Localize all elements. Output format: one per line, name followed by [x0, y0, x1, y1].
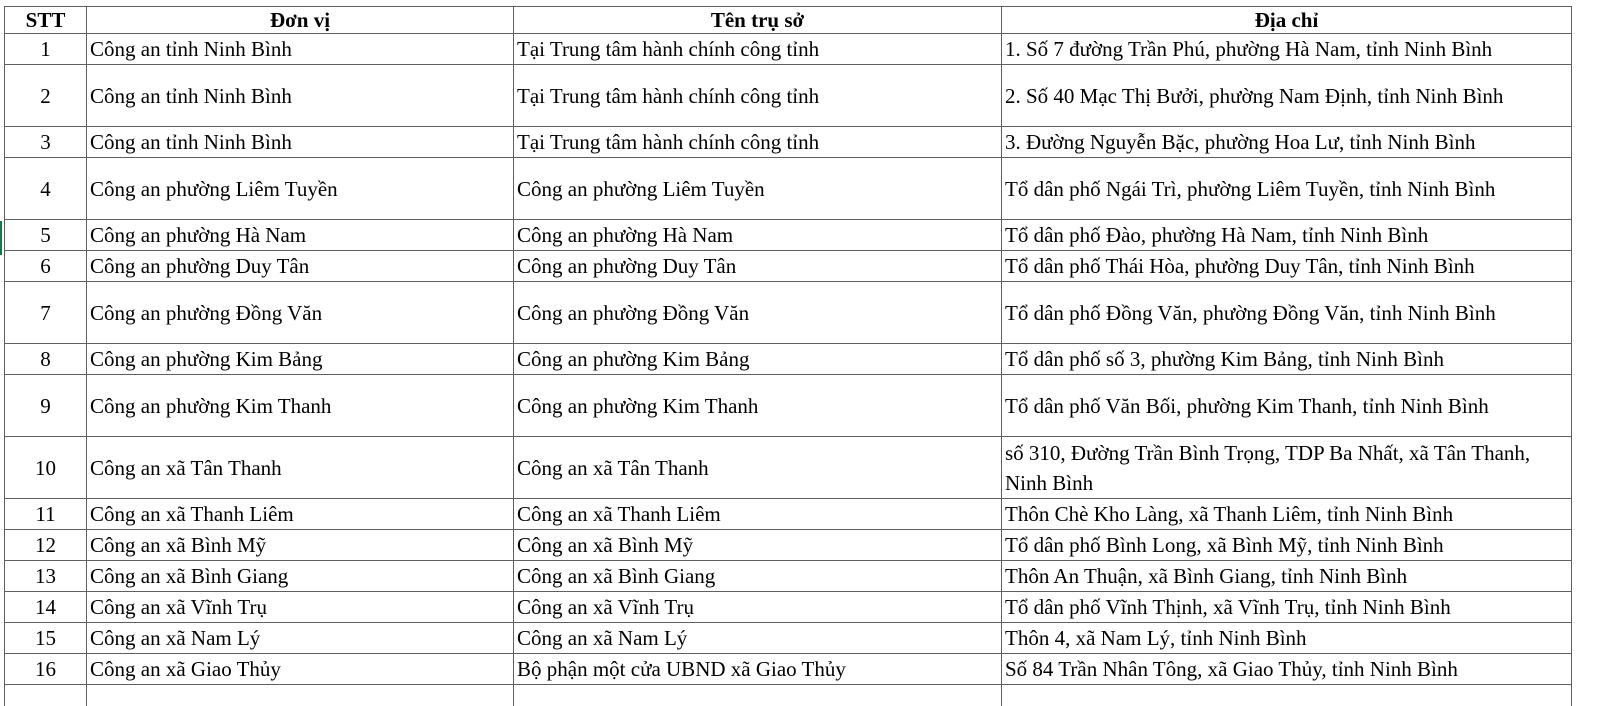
table-row: [5, 592, 1572, 623]
table-row: [5, 375, 1572, 437]
cell-headquarters[interactable]: [514, 685, 1002, 706]
cell-address[interactable]: Tổ dân phố Ngái Trì, phường Liêm Tuyền, tỉnh Ninh Bình: [1002, 158, 1572, 220]
cell-stt[interactable]: 3: [5, 127, 87, 158]
cell-address[interactable]: Tổ dân phố Văn Bối, phường Kim Thanh, tỉnh Ninh Bình: [1002, 375, 1572, 437]
cell-address[interactable]: 2. Số 40 Mạc Thị Bưởi, phường Nam Định, tỉnh Ninh Bình: [1002, 65, 1572, 127]
header-cell-headquarters[interactable]: Tên trụ sở: [514, 7, 1002, 34]
cell-headquarters[interactable]: Công an xã Bình Giang: [514, 561, 1002, 592]
cell-unit[interactable]: Công an phường Kim Thanh: [87, 375, 514, 437]
cell-unit[interactable]: [87, 685, 514, 706]
table-row: [5, 282, 1572, 344]
header-cell-address[interactable]: Địa chỉ: [1002, 7, 1572, 34]
cell-address[interactable]: Thôn Chè Kho Làng, xã Thanh Liêm, tỉnh Ninh Bình: [1002, 499, 1572, 530]
table-row: [5, 499, 1572, 530]
cell-stt[interactable]: [5, 685, 87, 706]
cell-headquarters[interactable]: Công an phường Liêm Tuyền: [514, 158, 1002, 220]
cell-unit[interactable]: Công an xã Giao Thủy: [87, 654, 514, 685]
cell-unit[interactable]: Công an phường Kim Bảng: [87, 344, 514, 375]
row-selection-marker: [0, 221, 2, 255]
cell-address[interactable]: Thôn An Thuận, xã Bình Giang, tỉnh Ninh Bình: [1002, 561, 1572, 592]
cell-stt[interactable]: 6: [5, 251, 87, 282]
cell-unit[interactable]: Công an phường Duy Tân: [87, 251, 514, 282]
cell-stt[interactable]: 11: [5, 499, 87, 530]
header-row: [5, 7, 1572, 34]
cell-headquarters[interactable]: Bộ phận một cửa UBND xã Giao Thủy: [514, 654, 1002, 685]
cell-stt[interactable]: 7: [5, 282, 87, 344]
cell-headquarters[interactable]: Công an phường Duy Tân: [514, 251, 1002, 282]
cell-unit[interactable]: Công an xã Nam Lý: [87, 623, 514, 654]
cell-address[interactable]: 3. Đường Nguyễn Bặc, phường Hoa Lư, tỉnh Ninh Bình: [1002, 127, 1572, 158]
header-cell-stt[interactable]: STT: [5, 7, 87, 34]
cell-address[interactable]: Thôn 4, xã Nam Lý, tỉnh Ninh Bình: [1002, 623, 1572, 654]
cell-stt[interactable]: 13: [5, 561, 87, 592]
cell-unit[interactable]: Công an tỉnh Ninh Bình: [87, 34, 514, 65]
table-row: [5, 127, 1572, 158]
cell-headquarters[interactable]: Công an xã Tân Thanh: [514, 437, 1002, 499]
table-row: [5, 437, 1572, 499]
cell-unit[interactable]: Công an xã Bình Mỹ: [87, 530, 514, 561]
table-row: [5, 530, 1572, 561]
cell-headquarters[interactable]: Công an xã Bình Mỹ: [514, 530, 1002, 561]
cell-unit[interactable]: Công an xã Tân Thanh: [87, 437, 514, 499]
table-row: [5, 623, 1572, 654]
cell-headquarters[interactable]: Công an phường Đồng Văn: [514, 282, 1002, 344]
table-row: [5, 344, 1572, 375]
cell-address[interactable]: 1. Số 7 đường Trần Phú, phường Hà Nam, tỉnh Ninh Bình: [1002, 34, 1572, 65]
cell-unit[interactable]: Công an xã Thanh Liêm: [87, 499, 514, 530]
table-row: [5, 654, 1572, 685]
cell-headquarters[interactable]: Tại Trung tâm hành chính công tỉnh: [514, 34, 1002, 65]
cell-headquarters[interactable]: Công an phường Kim Bảng: [514, 344, 1002, 375]
cell-address[interactable]: Tổ dân phố Bình Long, xã Bình Mỹ, tỉnh Ninh Bình: [1002, 530, 1572, 561]
police-office-table: [4, 6, 1572, 706]
header-cell-unit[interactable]: Đơn vị: [87, 7, 514, 34]
cell-stt[interactable]: 12: [5, 530, 87, 561]
cell-address[interactable]: số 310, Đường Trần Bình Trọng, TDP Ba Nhất, xã Tân Thanh, Ninh Bình: [1002, 437, 1572, 499]
cell-headquarters[interactable]: Tại Trung tâm hành chính công tỉnh: [514, 127, 1002, 158]
cell-stt[interactable]: 16: [5, 654, 87, 685]
cell-stt[interactable]: 8: [5, 344, 87, 375]
cell-headquarters[interactable]: Công an phường Hà Nam: [514, 220, 1002, 251]
cell-headquarters[interactable]: Công an phường Kim Thanh: [514, 375, 1002, 437]
table-row: [5, 251, 1572, 282]
cell-headquarters[interactable]: Công an xã Vĩnh Trụ: [514, 592, 1002, 623]
cell-unit[interactable]: Công an tỉnh Ninh Bình: [87, 127, 514, 158]
cell-stt[interactable]: 2: [5, 65, 87, 127]
table-row: [5, 34, 1572, 65]
table-row: [5, 65, 1572, 127]
table-row: [5, 158, 1572, 220]
cell-address[interactable]: Tổ dân phố Đào, phường Hà Nam, tỉnh Ninh Bình: [1002, 220, 1572, 251]
cell-headquarters[interactable]: Công an xã Nam Lý: [514, 623, 1002, 654]
cell-stt[interactable]: 10: [5, 437, 87, 499]
cell-address[interactable]: [1002, 685, 1572, 706]
cell-unit[interactable]: Công an xã Bình Giang: [87, 561, 514, 592]
cell-address[interactable]: Tổ dân phố Thái Hòa, phường Duy Tân, tỉnh Ninh Bình: [1002, 251, 1572, 282]
cell-address[interactable]: Số 84 Trần Nhân Tông, xã Giao Thủy, tỉnh Ninh Bình: [1002, 654, 1572, 685]
cell-stt[interactable]: 15: [5, 623, 87, 654]
cell-unit[interactable]: Công an tỉnh Ninh Bình: [87, 65, 514, 127]
cell-unit[interactable]: Công an phường Hà Nam: [87, 220, 514, 251]
table-row-partial: [5, 685, 1572, 706]
cell-address[interactable]: Tổ dân phố Đồng Văn, phường Đồng Văn, tỉnh Ninh Bình: [1002, 282, 1572, 344]
cell-stt[interactable]: 14: [5, 592, 87, 623]
table-row: [5, 220, 1572, 251]
table-row: [5, 561, 1572, 592]
cell-stt[interactable]: 1: [5, 34, 87, 65]
cell-headquarters[interactable]: Tại Trung tâm hành chính công tỉnh: [514, 65, 1002, 127]
cell-stt[interactable]: 4: [5, 158, 87, 220]
cell-unit[interactable]: Công an phường Liêm Tuyền: [87, 158, 514, 220]
cell-headquarters[interactable]: Công an xã Thanh Liêm: [514, 499, 1002, 530]
cell-unit[interactable]: Công an phường Đồng Văn: [87, 282, 514, 344]
cell-stt[interactable]: 5: [5, 220, 87, 251]
cell-address[interactable]: Tổ dân phố số 3, phường Kim Bảng, tỉnh Ninh Bình: [1002, 344, 1572, 375]
cell-address[interactable]: Tổ dân phố Vĩnh Thịnh, xã Vĩnh Trụ, tỉnh Ninh Bình: [1002, 592, 1572, 623]
cell-stt[interactable]: 9: [5, 375, 87, 437]
cell-unit[interactable]: Công an xã Vĩnh Trụ: [87, 592, 514, 623]
